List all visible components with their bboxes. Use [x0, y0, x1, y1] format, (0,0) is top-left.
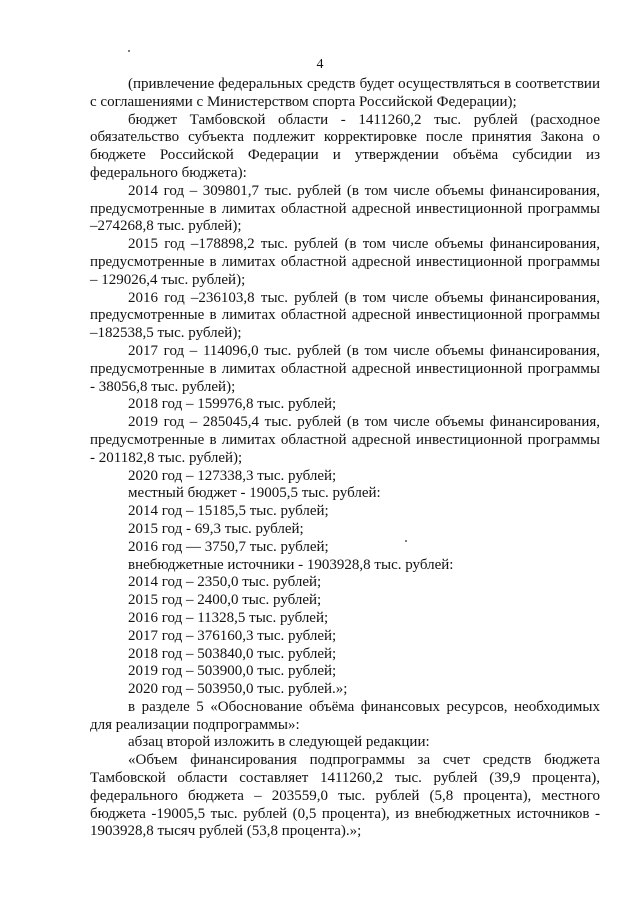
line-local-2014: 2014 год – 15185,5 тыс. рублей;	[128, 503, 329, 520]
paragraph-federal-note: (привлечение федеральных средств будет осуществляться в соответствии с соглашениями с Министерством спорта Российской Федерации);	[90, 76, 600, 110]
paragraph-year-2015: 2015 год –178898,2 тыс. рублей (в том числе объемы финансирования, предусмотренные в лимитах областной адресной инвестиционной программы – 129026,4 тыс. рублей);	[90, 236, 600, 288]
paragraph-section-5: в разделе 5 «Обоснование объёма финансовых ресурсов, необходимых для реализации подпрограммы»:	[90, 698, 600, 733]
line-extra-2015: 2015 год – 2400,0 тыс. рублей;	[128, 592, 322, 609]
line-extra-2020: 2020 год – 503950,0 тыс. рублей.»;	[128, 681, 348, 698]
scan-speck	[128, 50, 130, 52]
document-body	[90, 76, 600, 841]
paragraph-year-2019: 2019 год – 285045,4 тыс. рублей (в том числе объемы финансирования, предусмотренные в лимитах областной адресной инвестиционной программы - 201182,8 тыс. рублей);	[90, 414, 600, 466]
line-extra-2014: 2014 год – 2350,0 тыс. рублей;	[128, 574, 322, 591]
paragraph-year-2016: 2016 год –236103,8 тыс. рублей (в том числе объемы финансирования, предусмотренные в лимитах областной адресной инвестиционной программы –182538,5 тыс. рублей);	[90, 289, 600, 342]
line-extra-2016: 2016 год – 11328,5 тыс. рублей;	[128, 609, 329, 626]
paragraph-regional-budget: бюджет Тамбовской области - 1411260,2 тыс. рублей (расходное обязательство субъекта подлежит корректировке после принятия Закона о бюджете Российской Федерации и утверждении объёма субсидии из федерального бюджета):	[90, 111, 600, 181]
line-local-2015: 2015 год - 69,3 тыс. рублей;	[128, 520, 304, 537]
line-extra-2018: 2018 год – 503840,0 тыс. рублей;	[128, 645, 337, 662]
page-number: 4	[316, 57, 324, 72]
line-extra-2017: 2017 год – 376160,3 тыс. рублей;	[128, 627, 337, 644]
line-instruction: абзац второй изложить в следующей редакции:	[128, 734, 430, 751]
line-year-2018: 2018 год – 159976,8 тыс. рублей;	[128, 396, 337, 413]
line-extrabudgetary: внебюджетные источники - 1903928,8 тыс. рублей:	[128, 556, 454, 573]
paragraph-final-summary: «Объем финансирования подпрограммы за счет средств бюджета Тамбовской области составляет 1411260,2 тыс. рублей (39,9 процента), федерального бюджета – 203559,0 тыс. рублей (5,8 процента), местного бюджета -19005,5 тыс. рублей (0,5 процента), из внебюджетных источников - 1903928,8 тысяч рублей (53,8 процента).»;	[90, 752, 600, 840]
line-local-2016: 2016 год — 3750,7 тыс. рублей;	[128, 538, 329, 555]
line-local-budget: местный бюджет - 19005,5 тыс. рублей:	[128, 485, 381, 502]
line-extra-2019: 2019 год – 503900,0 тыс. рублей;	[128, 663, 337, 680]
line-year-2020: 2020 год – 127338,3 тыс. рублей;	[128, 467, 337, 484]
paragraph-year-2014: 2014 год – 309801,7 тыс. рублей (в том числе объемы финансирования, предусмотренные в лимитах областной адресной инвестиционной программы –274268,8 тыс. рублей);	[90, 182, 600, 235]
paragraph-year-2017: 2017 год – 114096,0 тыс. рублей (в том числе объемы финансирования, предусмотренные в лимитах областной адресной инвестиционной программы - 38056,8 тыс. рублей);	[90, 342, 600, 395]
